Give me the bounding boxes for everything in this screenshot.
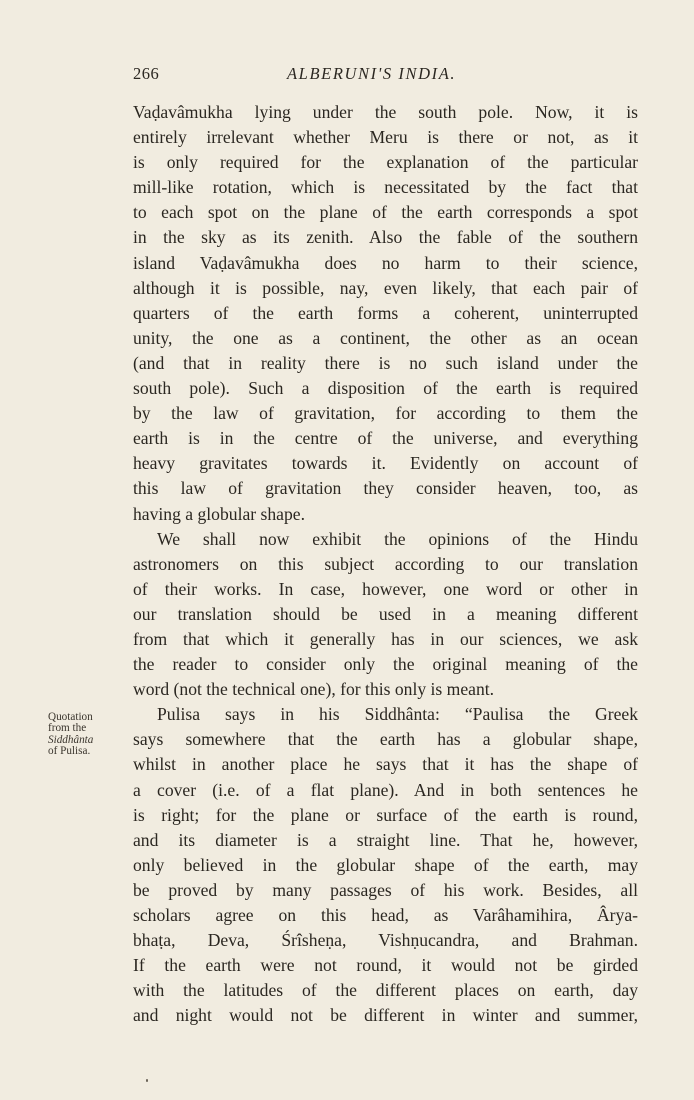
text-line: having a globular shape. <box>133 503 305 524</box>
text-line: a cover (i.e. of a flat plane). And in both sentences he <box>133 779 638 800</box>
text-line: with the latitudes of the different places on earth, day <box>133 980 638 1001</box>
text-line: bhaṭa, Deva, Śrîsheṇa, Vishṇucandra, and Brahman. <box>133 930 638 951</box>
text-line: whilst in another place he says that it has the shape of <box>133 754 638 775</box>
text-line: heavy gravitates towards it. Evidently on account of <box>133 453 638 474</box>
text-line: Pulisa says in his Siddhânta: “Paulisa the Greek <box>157 704 638 725</box>
text-line: in the sky as its zenith. Also the fable of the southern <box>133 227 638 248</box>
text-line: although it is possible, nay, even likely, that each pair of <box>133 277 638 298</box>
text-line: by the law of gravitation, for according to them the <box>133 403 638 424</box>
text-line: scholars agree on this head, as Varâhamihira, Ârya- <box>133 905 638 925</box>
text-line: be proved by many passages of his work. Besides, all <box>133 879 638 900</box>
text-line: mill-like rotation, which is necessitated by the fact that <box>133 177 638 198</box>
text-line: the reader to consider only the original meaning of the <box>133 654 638 675</box>
text-line: Vaḍavâmukha lying under the south pole. Now, it is <box>133 102 638 122</box>
text-line: of their works. In case, however, one word or other in <box>133 578 638 599</box>
text-line: from that which it generally has in our sciences, we ask <box>133 628 638 649</box>
text-line: this law of gravitation they consider heaven, too, as <box>133 478 638 499</box>
text-line: to each spot on the plane of the earth corresponds a spot <box>133 202 638 223</box>
text-line: We shall now exhibit the opinions of the Hindu <box>157 528 638 549</box>
running-head <box>133 64 638 86</box>
text-line: is right; for the plane or surface of the earth is round, <box>133 804 638 825</box>
text-line: is only required for the explanation of the particular <box>133 152 638 173</box>
text-line: word (not the technical one), for this only is meant. <box>133 679 495 700</box>
text-line: If the earth were not round, it would not be girded <box>133 955 638 976</box>
body-text <box>133 100 638 1028</box>
text-line: island Vaḍavâmukha does no harm to their science, <box>133 252 638 273</box>
margin-note-line: Quotation <box>48 711 93 723</box>
text-line: only believed in the globular shape of the earth, may <box>133 854 638 875</box>
text-line: (and that in reality there is no such island under the <box>133 352 638 373</box>
text-line: unity, the one as a continent, the other as an ocean <box>133 327 638 348</box>
text-line: entirely irrelevant whether Meru is there or not, as it <box>133 127 638 148</box>
margin-note-line: of Pulisa. <box>48 745 91 758</box>
margin-note <box>48 712 128 758</box>
running-title: ALBERUNI'S INDIA. <box>287 64 457 83</box>
margin-note-line: Siddhânta <box>48 733 94 746</box>
text-line: and night would not be different in winter and summer, <box>133 1005 638 1026</box>
margin-note-line: from the <box>48 722 87 735</box>
page-number: 266 <box>133 64 160 83</box>
text-line: and its diameter is a straight line. That he, however, <box>133 829 638 850</box>
text-line: says somewhere that the earth has a globular shape, <box>133 729 638 750</box>
text-line: quarters of the earth forms a coherent, uninterrupted <box>133 302 638 323</box>
paper-speck <box>146 1079 148 1082</box>
text-line: our translation should be used in a meaning different <box>133 603 638 624</box>
text-line: earth is in the centre of the universe, and everything <box>133 428 638 449</box>
text-line: south pole). Such a disposition of the earth is required <box>133 378 638 399</box>
text-line: astronomers on this subject according to our translation <box>133 553 638 574</box>
